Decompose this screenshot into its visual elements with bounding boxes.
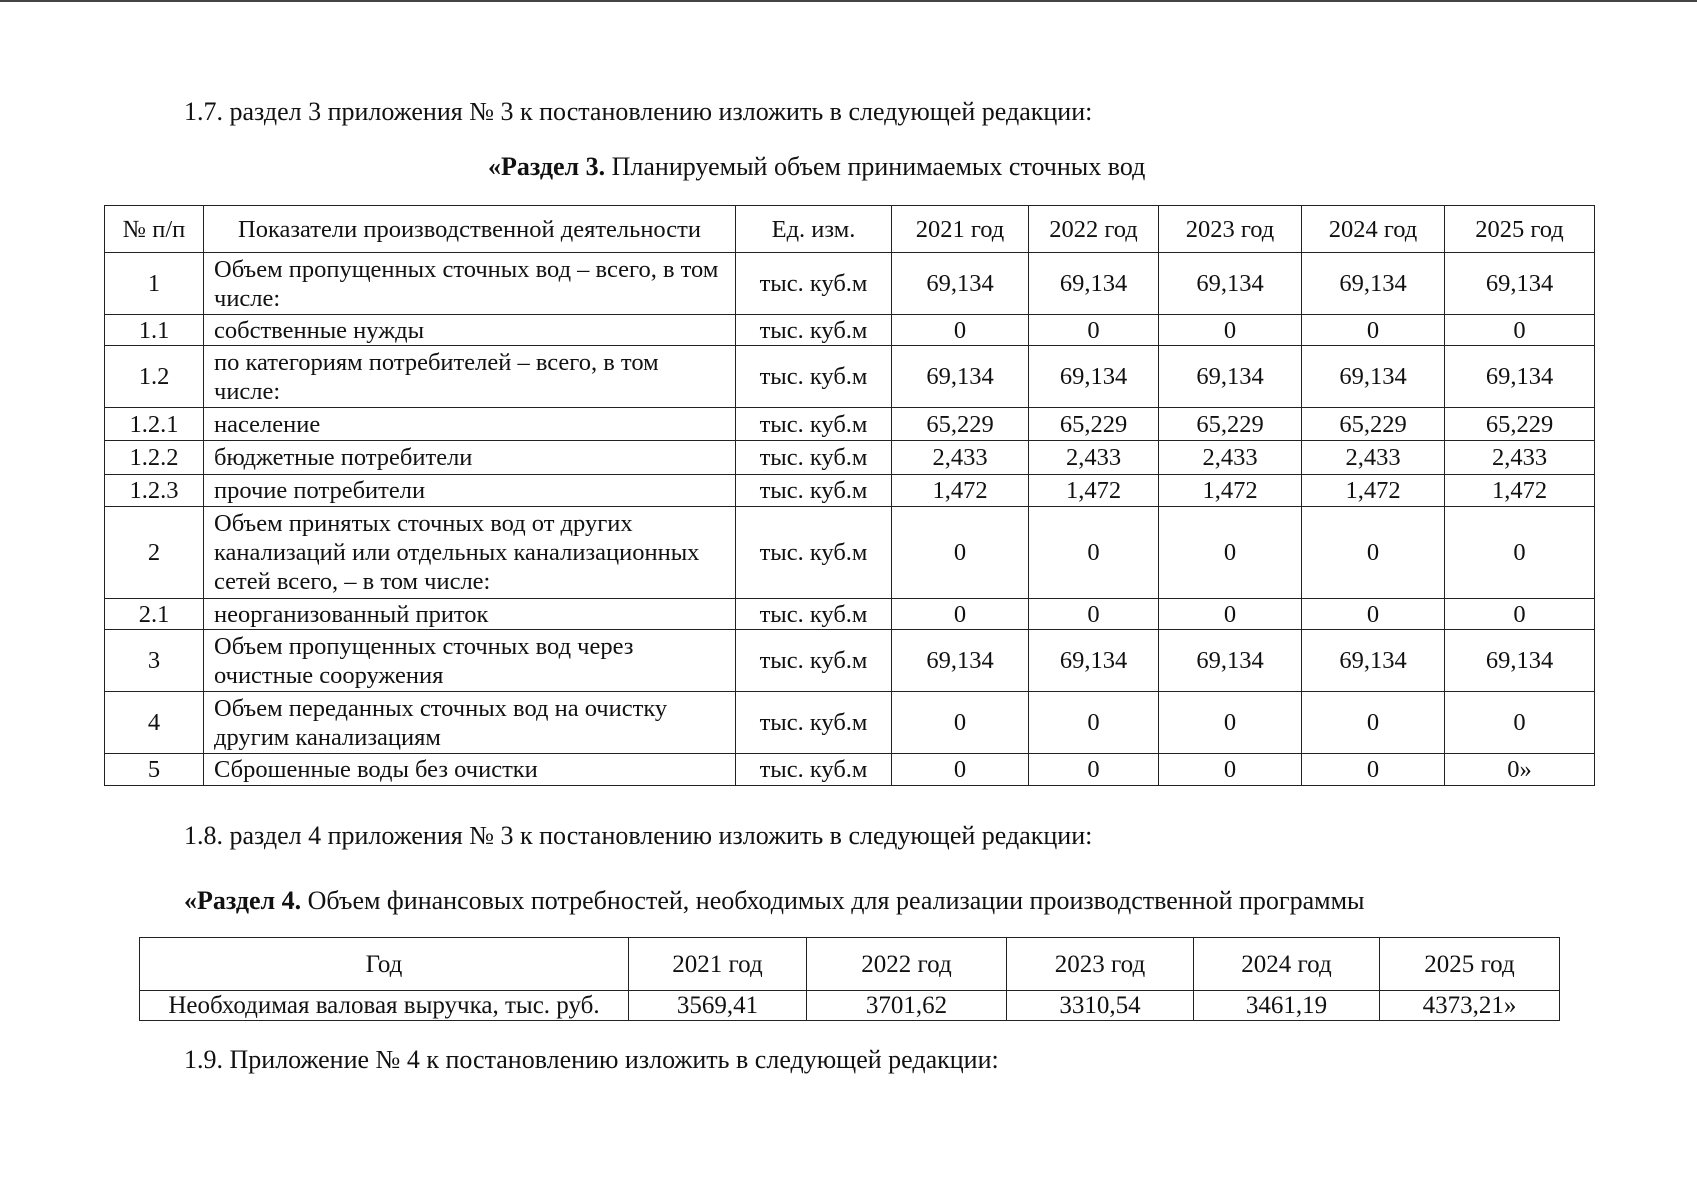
- cell-unit: тыс. куб.м: [736, 315, 892, 346]
- cell-2022: 3701,62: [807, 991, 1007, 1021]
- cell-2025: 0: [1445, 692, 1595, 754]
- paragraph-1-7: 1.7. раздел 3 приложения № 3 к постановлению изложить в следующей редакции:: [184, 97, 1093, 126]
- section-4-caption: [184, 886, 1365, 916]
- cell-2021: 0: [892, 599, 1029, 630]
- cell-2023: 2,433: [1159, 441, 1302, 475]
- cell-num: 1: [105, 253, 204, 315]
- header-2022: 2022 год: [807, 938, 1007, 991]
- table-row: [105, 315, 1595, 346]
- cell-num: 3: [105, 630, 204, 692]
- cell-2023: 0: [1159, 599, 1302, 630]
- cell-num: 1.1: [105, 315, 204, 346]
- cell-2025: 0»: [1445, 754, 1595, 786]
- cell-2021: 0: [892, 754, 1029, 786]
- cell-num: 1.2: [105, 346, 204, 408]
- cell-2024: 1,472: [1302, 475, 1445, 507]
- cell-2025: 65,229: [1445, 408, 1595, 441]
- cell-2023: 69,134: [1159, 346, 1302, 408]
- header-num: № п/п: [105, 206, 204, 253]
- header-2024: 2024 год: [1194, 938, 1380, 991]
- cell-unit: тыс. куб.м: [736, 692, 892, 754]
- section-4-table: [139, 937, 1560, 1021]
- cell-2023: 0: [1159, 315, 1302, 346]
- header-2021: 2021 год: [892, 206, 1029, 253]
- cell-unit: тыс. куб.м: [736, 441, 892, 475]
- section-3-caption: [488, 152, 1145, 182]
- cell-num: 1.2.2: [105, 441, 204, 475]
- cell-2025: 1,472: [1445, 475, 1595, 507]
- cell-unit: тыс. куб.м: [736, 408, 892, 441]
- header-2022: 2022 год: [1029, 206, 1159, 253]
- section-3-caption-rest: Планируемый объем принимаемых сточных вод: [605, 152, 1146, 181]
- cell-indicator: по категориям потребителей – всего, в том числе:: [204, 346, 736, 408]
- cell-2024: 2,433: [1302, 441, 1445, 475]
- cell-2025: 4373,21»: [1380, 991, 1560, 1021]
- cell-indicator: население: [204, 408, 736, 441]
- cell-2021: 65,229: [892, 408, 1029, 441]
- header-2023: 2023 год: [1007, 938, 1194, 991]
- cell-2024: 69,134: [1302, 253, 1445, 315]
- section-4-caption-rest: Объем финансовых потребностей, необходимых для реализации производственной программы: [301, 886, 1365, 915]
- cell-2022: 1,472: [1029, 475, 1159, 507]
- cell-unit: тыс. куб.м: [736, 253, 892, 315]
- table-row: [140, 991, 1560, 1021]
- cell-2023: 69,134: [1159, 253, 1302, 315]
- cell-indicator: бюджетные потребители: [204, 441, 736, 475]
- cell-num: 1.2.3: [105, 475, 204, 507]
- cell-2023: 65,229: [1159, 408, 1302, 441]
- cell-indicator: неорганизованный приток: [204, 599, 736, 630]
- cell-2023: 0: [1159, 754, 1302, 786]
- cell-2021: 0: [892, 692, 1029, 754]
- paragraph-1-9: 1.9. Приложение № 4 к постановлению изложить в следующей редакции:: [184, 1045, 999, 1074]
- cell-2021: 3569,41: [629, 991, 807, 1021]
- table-row: [105, 475, 1595, 507]
- header-2024: 2024 год: [1302, 206, 1445, 253]
- cell-2024: 65,229: [1302, 408, 1445, 441]
- cell-num: 5: [105, 754, 204, 786]
- cell-2021: 69,134: [892, 253, 1029, 315]
- cell-2025: 0: [1445, 599, 1595, 630]
- cell-2025: 2,433: [1445, 441, 1595, 475]
- cell-2022: 65,229: [1029, 408, 1159, 441]
- cell-2021: 69,134: [892, 630, 1029, 692]
- cell-2022: 0: [1029, 599, 1159, 630]
- cell-2025: 69,134: [1445, 346, 1595, 408]
- cell-unit: тыс. куб.м: [736, 475, 892, 507]
- cell-2024: 3461,19: [1194, 991, 1380, 1021]
- header-2021: 2021 год: [629, 938, 807, 991]
- section-3-caption-bold: «Раздел 3.: [488, 152, 606, 181]
- table-header-row: [140, 938, 1560, 991]
- header-2025: 2025 год: [1445, 206, 1595, 253]
- cell-2022: 69,134: [1029, 346, 1159, 408]
- section-3-table: [104, 205, 1595, 786]
- cell-2023: 0: [1159, 507, 1302, 599]
- cell-2022: 0: [1029, 507, 1159, 599]
- cell-2021: 1,472: [892, 475, 1029, 507]
- cell-2024: 0: [1302, 315, 1445, 346]
- cell-unit: тыс. куб.м: [736, 754, 892, 786]
- table-row: [105, 692, 1595, 754]
- cell-2025: 69,134: [1445, 630, 1595, 692]
- paragraph-1-8: 1.8. раздел 4 приложения № 3 к постановлению изложить в следующей редакции:: [184, 821, 1093, 850]
- cell-indicator: Объем пропущенных сточных вод – всего, в том числе:: [204, 253, 736, 315]
- header-2023: 2023 год: [1159, 206, 1302, 253]
- cell-indicator: прочие потребители: [204, 475, 736, 507]
- header-year: Год: [140, 938, 629, 991]
- cell-2022: 69,134: [1029, 630, 1159, 692]
- table-row: [105, 441, 1595, 475]
- cell-indicator: Объем пропущенных сточных вод через очистные сооружения: [204, 630, 736, 692]
- cell-num: 2: [105, 507, 204, 599]
- cell-indicator: Объем переданных сточных вод на очистку другим канализациям: [204, 692, 736, 754]
- cell-2021: 0: [892, 507, 1029, 599]
- cell-2022: 69,134: [1029, 253, 1159, 315]
- cell-indicator: Сброшенные воды без очистки: [204, 754, 736, 786]
- cell-unit: тыс. куб.м: [736, 599, 892, 630]
- cell-2022: 0: [1029, 754, 1159, 786]
- header-unit: Ед. изм.: [736, 206, 892, 253]
- cell-2024: 69,134: [1302, 630, 1445, 692]
- cell-2023: 3310,54: [1007, 991, 1194, 1021]
- table-row: [105, 408, 1595, 441]
- cell-2024: 69,134: [1302, 346, 1445, 408]
- cell-2025: 69,134: [1445, 253, 1595, 315]
- cell-2021: 0: [892, 315, 1029, 346]
- table-row: [105, 630, 1595, 692]
- cell-2022: 2,433: [1029, 441, 1159, 475]
- cell-2024: 0: [1302, 507, 1445, 599]
- cell-2024: 0: [1302, 599, 1445, 630]
- cell-2023: 0: [1159, 692, 1302, 754]
- cell-num: 1.2.1: [105, 408, 204, 441]
- table-row: [105, 599, 1595, 630]
- table-header-row: [105, 206, 1595, 253]
- cell-2024: 0: [1302, 692, 1445, 754]
- header-indicator: Показатели производственной деятельности: [204, 206, 736, 253]
- page-top-edge: [0, 0, 1697, 2]
- cell-unit: тыс. куб.м: [736, 346, 892, 408]
- cell-2023: 1,472: [1159, 475, 1302, 507]
- table-row: [105, 346, 1595, 408]
- cell-num: 4: [105, 692, 204, 754]
- table-row: [105, 754, 1595, 786]
- row-label: Необходимая валовая выручка, тыс. руб.: [140, 991, 629, 1021]
- cell-unit: тыс. куб.м: [736, 630, 892, 692]
- cell-2023: 69,134: [1159, 630, 1302, 692]
- cell-indicator: собственные нужды: [204, 315, 736, 346]
- cell-indicator: Объем принятых сточных вод от других канализаций или отдельных канализационных сетей всего, – в том числе:: [204, 507, 736, 599]
- section-4-caption-bold: «Раздел 4.: [184, 886, 302, 915]
- table-row: [105, 507, 1595, 599]
- cell-2021: 69,134: [892, 346, 1029, 408]
- cell-unit: тыс. куб.м: [736, 507, 892, 599]
- cell-2025: 0: [1445, 507, 1595, 599]
- cell-2022: 0: [1029, 315, 1159, 346]
- cell-2025: 0: [1445, 315, 1595, 346]
- cell-2021: 2,433: [892, 441, 1029, 475]
- table-row: [105, 253, 1595, 315]
- header-2025: 2025 год: [1380, 938, 1560, 991]
- cell-2024: 0: [1302, 754, 1445, 786]
- cell-num: 2.1: [105, 599, 204, 630]
- cell-2022: 0: [1029, 692, 1159, 754]
